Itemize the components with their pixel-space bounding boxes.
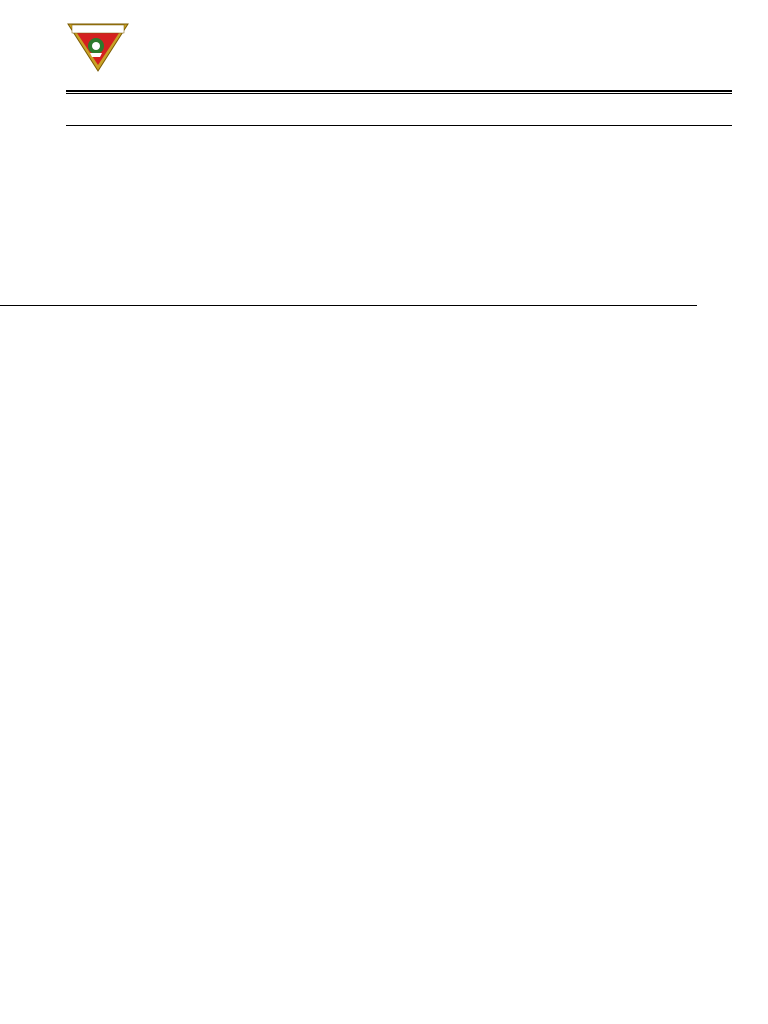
- address-divider: [66, 125, 732, 126]
- section-title: [38, 309, 49, 325]
- fields-divider: [0, 305, 697, 306]
- header-divider-thick: [66, 90, 732, 92]
- header-divider-thin: [66, 93, 732, 94]
- school-logo: [66, 22, 130, 72]
